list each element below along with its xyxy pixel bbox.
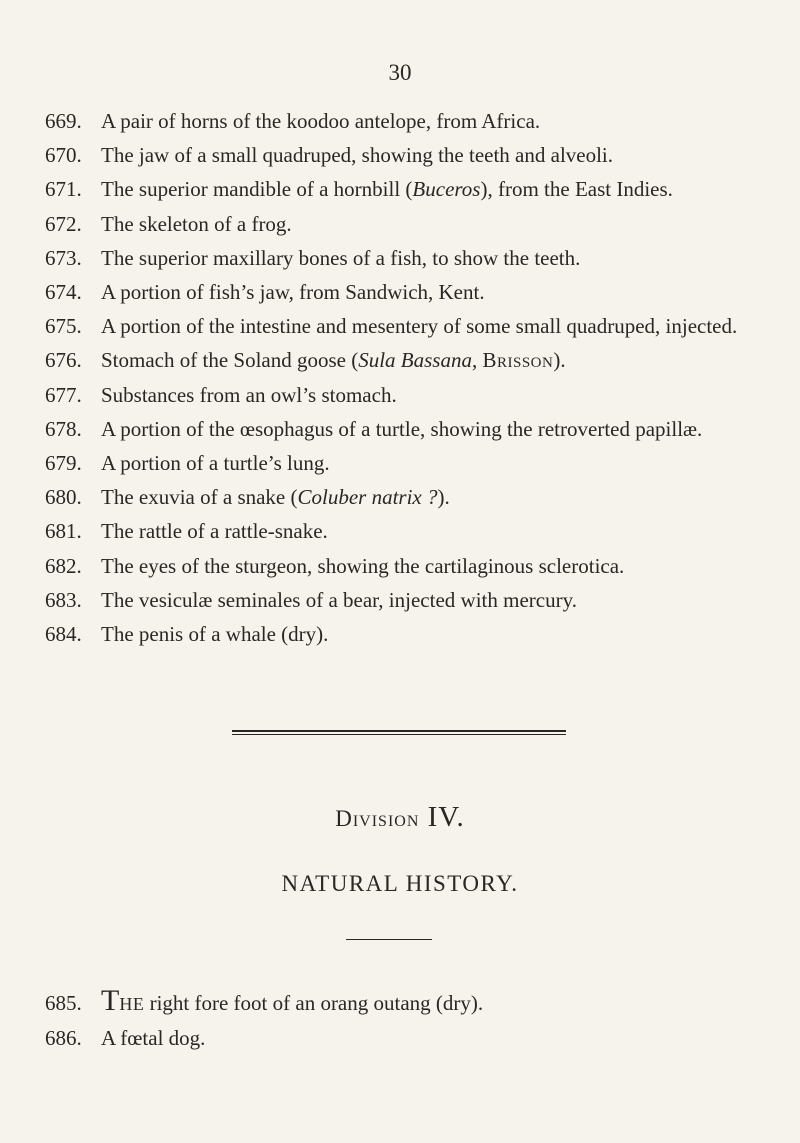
list-item bbox=[45, 514, 775, 548]
author-name: Brisson bbox=[482, 348, 554, 373]
entry-number: 686. bbox=[45, 1026, 82, 1051]
entry-text: The skeleton of a frog. bbox=[101, 211, 292, 236]
entry-text: A portion of fish’s jaw, from Sandwich, Kent. bbox=[101, 280, 485, 305]
list-item bbox=[45, 343, 775, 377]
species-name: Sula Bassana bbox=[358, 348, 472, 373]
entry-number: 671. bbox=[45, 177, 82, 202]
list-item bbox=[45, 104, 775, 138]
catalogue-entries bbox=[45, 104, 775, 651]
entry-text: A pair of horns of the koodoo antelope, from Africa. bbox=[101, 109, 541, 133]
entry-number: 685. bbox=[45, 991, 82, 1015]
list-item bbox=[45, 138, 775, 172]
species-name: Buceros bbox=[412, 177, 481, 202]
entry-number: 678. bbox=[45, 416, 82, 441]
division-word: Division bbox=[335, 806, 420, 831]
entry-text: A portion of a turtle’s lung. bbox=[101, 451, 330, 476]
double-rule-divider bbox=[232, 730, 566, 735]
list-item bbox=[45, 241, 775, 275]
entry-text: A portion of the œsophagus of a turtle, showing the retroverted papillæ. bbox=[101, 416, 703, 441]
entry-text: The vesiculæ seminales of a bear, injected with mercury. bbox=[101, 587, 577, 612]
entry-number: 682. bbox=[45, 553, 82, 578]
entry-text: , bbox=[471, 348, 483, 373]
entry-number: 681. bbox=[45, 519, 82, 544]
entry-text: The rattle of a rattle-snake. bbox=[101, 519, 328, 544]
section-title: NATURAL HISTORY. bbox=[281, 871, 519, 896]
entry-text: The penis of a whale (dry). bbox=[101, 622, 329, 647]
entry-number: 680. bbox=[45, 485, 82, 510]
list-item bbox=[45, 549, 775, 583]
entry-number: 677. bbox=[45, 382, 82, 407]
list-item bbox=[45, 172, 775, 206]
entry-text: A fœtal dog. bbox=[101, 1026, 206, 1051]
entry-text: Stomach of the Soland goose ( bbox=[101, 348, 359, 373]
list-item bbox=[45, 412, 775, 446]
species-name: Coluber natrix ? bbox=[297, 485, 438, 510]
list-item bbox=[45, 480, 775, 514]
entry-number: 679. bbox=[45, 451, 82, 476]
list-item bbox=[45, 583, 775, 617]
entry-text: The exuvia of a snake ( bbox=[101, 485, 298, 510]
entry-number: 674. bbox=[45, 280, 82, 305]
entry-text: The jaw of a small quadruped, showing the teeth and alveoli. bbox=[101, 143, 614, 168]
drop-initial: T bbox=[101, 984, 120, 1017]
list-item bbox=[45, 378, 775, 412]
initial-word-rest: HE bbox=[119, 994, 145, 1014]
entry-text: ). bbox=[553, 348, 566, 373]
entry-number: 676. bbox=[45, 348, 82, 373]
entry-text: right fore foot of an orang outang (dry). bbox=[144, 991, 484, 1015]
list-item bbox=[45, 446, 775, 480]
list-item bbox=[45, 275, 775, 309]
entry-number: 669. bbox=[45, 109, 82, 133]
entry-number: 670. bbox=[45, 143, 82, 168]
list-item bbox=[45, 207, 775, 241]
entry-number: 672. bbox=[45, 211, 82, 236]
entry-text: ), from the East Indies. bbox=[480, 177, 673, 202]
division-numeral: IV. bbox=[427, 801, 465, 833]
short-rule-divider bbox=[346, 939, 432, 940]
list-item bbox=[45, 617, 775, 651]
list-item bbox=[45, 1021, 775, 1055]
page-number: 30 bbox=[388, 60, 412, 85]
entry-text: The superior mandible of a hornbill ( bbox=[101, 177, 413, 202]
entry-number: 684. bbox=[45, 622, 82, 647]
list-item bbox=[45, 309, 775, 343]
entry-text: Substances from an owl’s stomach. bbox=[101, 382, 397, 407]
entry-text: The eyes of the sturgeon, showing the cartilaginous sclerotica. bbox=[101, 553, 625, 578]
catalogue-entries-section bbox=[45, 984, 775, 1055]
entry-number: 683. bbox=[45, 587, 82, 612]
entry-number: 673. bbox=[45, 245, 82, 270]
entry-text: ). bbox=[437, 485, 450, 510]
entry-text: A portion of the intestine and mesentery of some small quadruped, injected. bbox=[101, 314, 738, 339]
division-heading bbox=[0, 801, 800, 834]
entry-text: The superior maxillary bones of a fish, to show the teeth. bbox=[101, 245, 581, 270]
entry-number: 675. bbox=[45, 314, 82, 339]
list-item bbox=[45, 984, 775, 1021]
